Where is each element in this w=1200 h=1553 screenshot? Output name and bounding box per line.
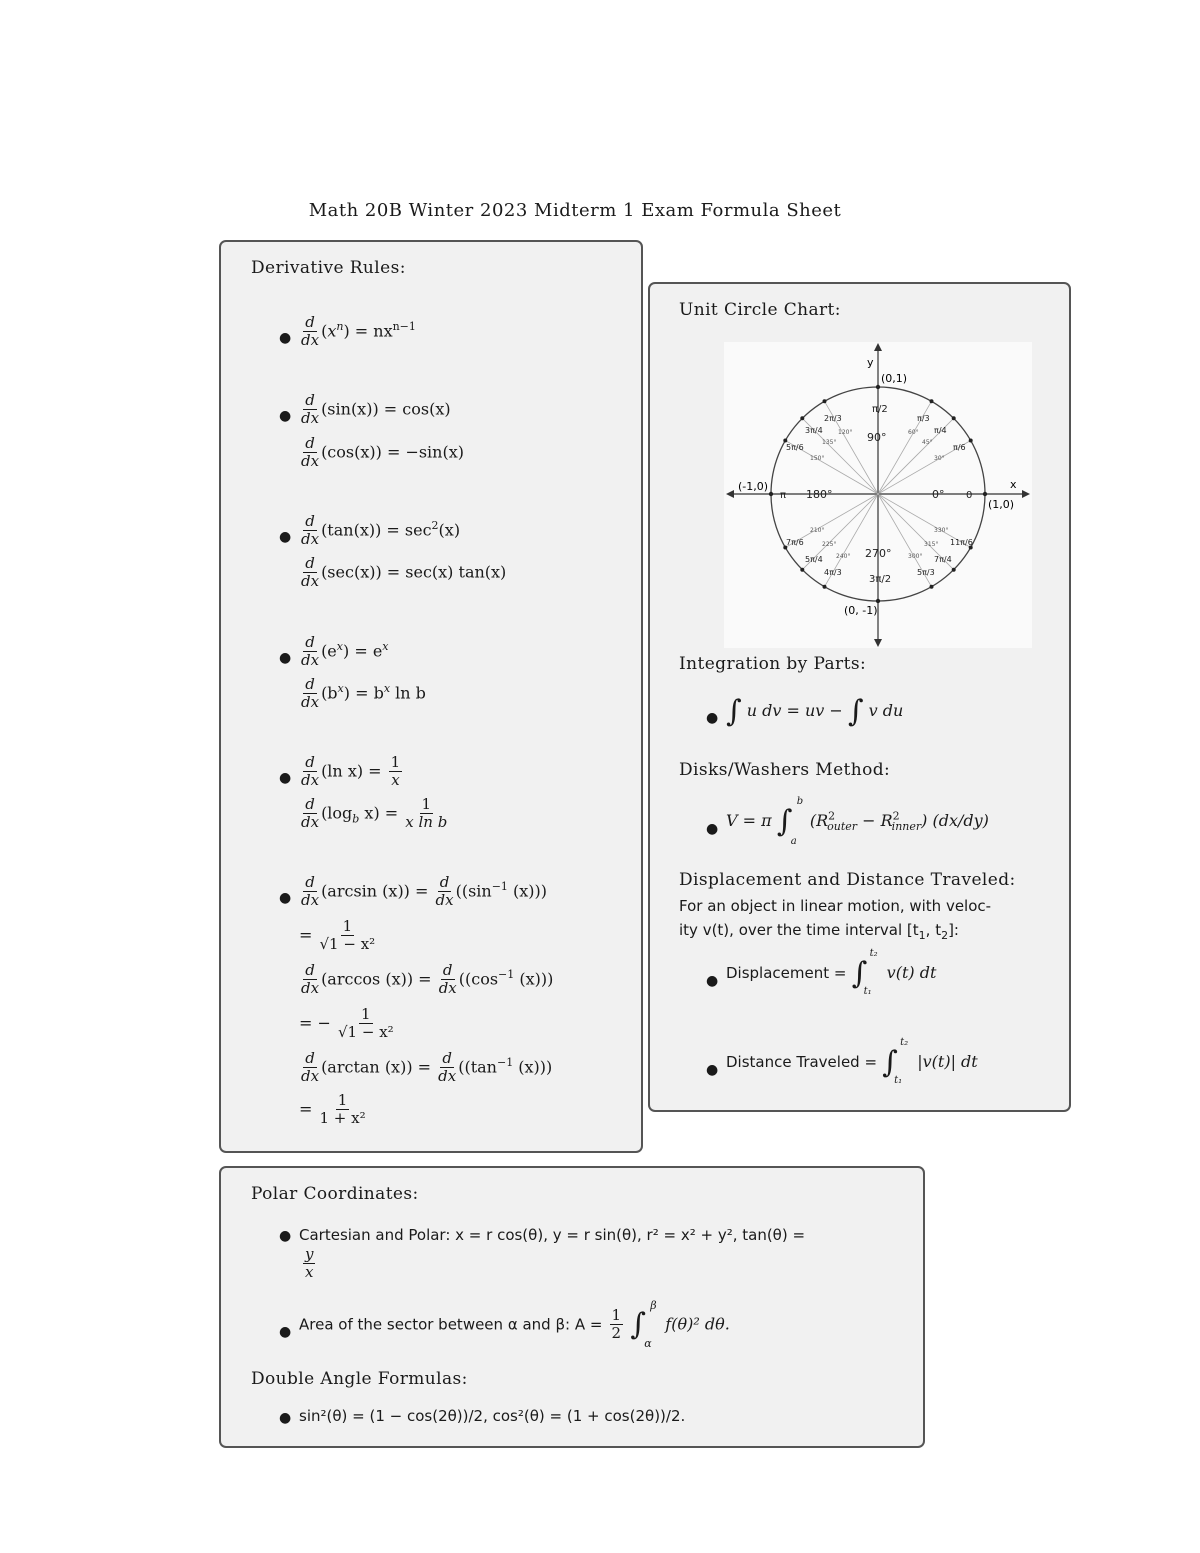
bullet-icon: ● bbox=[279, 408, 292, 424]
angle-label: 5π/3 bbox=[917, 568, 935, 577]
exp-rule: $\frac{d}{dx}$ $(e^x) = e^x$ bbox=[301, 633, 389, 670]
angle-label: π/4 bbox=[934, 426, 947, 435]
arctan-rule: $\frac{d}{dx}$ (arctan (x)) = $\frac{d}{dx}$ (($\tan^{-1}$ (x))) bbox=[301, 1049, 553, 1086]
angle-label: π/3 bbox=[917, 414, 930, 423]
angle-label: 90° bbox=[867, 431, 887, 444]
arccos-result: = − $\frac{1}{\text{√1 − x²}}$ bbox=[299, 1005, 394, 1042]
polar-heading: Polar Coordinates: bbox=[251, 1184, 419, 1204]
double-angle-heading: Double Angle Formulas: bbox=[251, 1369, 468, 1389]
bexp-rule: $\frac{d}{dx}$ $(b^x) = b^x$ ln b bbox=[301, 675, 426, 712]
point-label: (1,0) bbox=[988, 498, 1015, 511]
axis-x-label: x bbox=[1010, 478, 1017, 491]
arcsin-result: = $\frac{1}{\text{√1 − x²}}$ bbox=[299, 917, 376, 954]
angle-label: 3π/2 bbox=[869, 574, 892, 585]
degree-label: 45° bbox=[922, 439, 933, 446]
degree-label: 150° bbox=[810, 455, 825, 462]
axis-y-label: y bbox=[867, 356, 874, 369]
angle-label: 7π/4 bbox=[934, 555, 952, 564]
bullet-icon: ● bbox=[279, 1228, 292, 1244]
disks-heading: Disks/Washers Method: bbox=[679, 760, 891, 780]
cartesian-polar: Cartesian and Polar: x = r cos(θ), y = r sin(θ), r² = x² + y², tan(θ) = $\frac{y}{x}$ bbox=[299, 1226, 806, 1282]
right-formulas-box bbox=[648, 282, 1071, 1112]
arcsin-rule: $\frac{d}{dx}$ (arcsin (x)) = $\frac{d}{dx}$ (($\sin^{-1}$ (x))) bbox=[301, 873, 548, 910]
degree-label: 315° bbox=[924, 541, 939, 548]
bullet-icon: ● bbox=[279, 529, 292, 545]
polar-box bbox=[219, 1166, 925, 1448]
degree-label: 240° bbox=[836, 553, 851, 560]
power-rule: $\frac{d}{dx}$ $(x^n) = nx^{n-1}$ bbox=[301, 313, 416, 350]
double-angle-formula: sin²(θ) = (1 − cos(2θ))/2, cos²(θ) = (1 + cos(2θ))/2. bbox=[299, 1407, 686, 1425]
angle-label: 3π/4 bbox=[805, 426, 823, 435]
bullet-icon: ● bbox=[279, 1324, 292, 1340]
angle-label: 0 bbox=[966, 490, 973, 501]
arccos-rule: $\frac{d}{dx}$ (arccos (x)) = $\frac{d}{dx}$ (($\cos^{-1}$ (x))) bbox=[301, 961, 554, 998]
degree-label: 225° bbox=[822, 541, 837, 548]
angle-label: 4π/3 bbox=[824, 568, 842, 577]
degree-label: 330° bbox=[934, 527, 949, 534]
angle-label: 2π/3 bbox=[824, 414, 842, 423]
unit-circle-chart bbox=[724, 342, 1032, 648]
angle-label: π/2 bbox=[872, 404, 888, 415]
bullet-icon: ● bbox=[279, 650, 292, 666]
page-title: Math 20B Winter 2023 Midterm 1 Exam Formula Sheet bbox=[308, 200, 842, 221]
bullet-icon: ● bbox=[279, 770, 292, 786]
sin-rule: $\frac{d}{dx}$ (sin(x)) = cos(x) bbox=[301, 391, 451, 428]
sector-area: Area of the sector between α and β: A = $\frac{1}{2}$ ∫ β α f(θ)² dθ. bbox=[299, 1299, 730, 1351]
ibp-heading: Integration by Parts: bbox=[679, 654, 867, 674]
sec-rule: $\frac{d}{dx}$ (sec(x)) = sec(x) tan(x) bbox=[301, 554, 507, 591]
bullet-icon: ● bbox=[279, 1410, 292, 1426]
bullet-icon: ● bbox=[279, 330, 292, 346]
cos-rule: $\frac{d}{dx}$ (cos(x)) = −sin(x) bbox=[301, 434, 464, 471]
point-label: (0,1) bbox=[881, 372, 908, 385]
point-label: (-1,0) bbox=[738, 480, 769, 493]
degree-label: 135° bbox=[822, 439, 837, 446]
point-label: (0, -1) bbox=[844, 604, 878, 617]
angle-label: 0° bbox=[932, 488, 945, 501]
bullet-icon: ● bbox=[706, 821, 719, 837]
angle-label: 180° bbox=[806, 488, 833, 501]
bullet-icon: ● bbox=[706, 1062, 719, 1078]
displacement-formula: Displacement = ∫ t₂ t₁ v(t) dt bbox=[726, 948, 937, 997]
unit-circle-svg bbox=[724, 342, 1032, 648]
bullet-icon: ● bbox=[279, 890, 292, 906]
derivative-heading: Derivative Rules: bbox=[251, 258, 406, 278]
log-rule: $\frac{d}{dx}$ ($\log_b$ x) = $\frac{1}{\text{x ln b}}$ bbox=[301, 795, 448, 832]
displacement-heading: Displacement and Distance Traveled: bbox=[679, 870, 1016, 890]
distance-formula: Distance Traveled = ∫ t₂ t₁ |v(t)| dt bbox=[726, 1037, 978, 1086]
angle-label: 270° bbox=[865, 547, 892, 560]
arctan-result: = $\frac{1}{\text{1 + x²}}$ bbox=[299, 1091, 366, 1128]
derivative-rules-box bbox=[219, 240, 643, 1153]
bullet-icon: ● bbox=[706, 710, 719, 726]
degree-label: 120° bbox=[838, 429, 853, 436]
angle-label: 5π/4 bbox=[805, 555, 823, 564]
unit-circle-heading: Unit Circle Chart: bbox=[679, 300, 841, 320]
degree-label: 30° bbox=[934, 455, 945, 462]
angle-label: 5π/6 bbox=[786, 443, 804, 452]
angle-label: π bbox=[780, 490, 787, 501]
disks-formula: V = π ∫ b a $(R^2_{outer} - R^2_{inner})$ (dx/dy) bbox=[726, 796, 989, 847]
angle-label: 11π/6 bbox=[950, 538, 973, 547]
degree-label: 210° bbox=[810, 527, 825, 534]
degree-label: 300° bbox=[908, 553, 923, 560]
ibp-formula: ∫ u dv = uv − ∫ v du bbox=[726, 694, 904, 729]
degree-label: 60° bbox=[908, 429, 919, 436]
tan-rule: $\frac{d}{dx}$ $(\tan(x)) = \sec^2(x)$ bbox=[301, 512, 461, 549]
bullet-icon: ● bbox=[706, 973, 719, 989]
displacement-description: For an object in linear motion, with veloc- ity v(t), over the time interval [$t_1$, $t_2$]: bbox=[679, 897, 992, 942]
angle-label: 7π/6 bbox=[786, 538, 804, 547]
ln-rule: $\frac{d}{dx}$ (ln x) = $\frac{1}{x}$ bbox=[301, 753, 401, 790]
angle-label: π/6 bbox=[953, 443, 966, 452]
